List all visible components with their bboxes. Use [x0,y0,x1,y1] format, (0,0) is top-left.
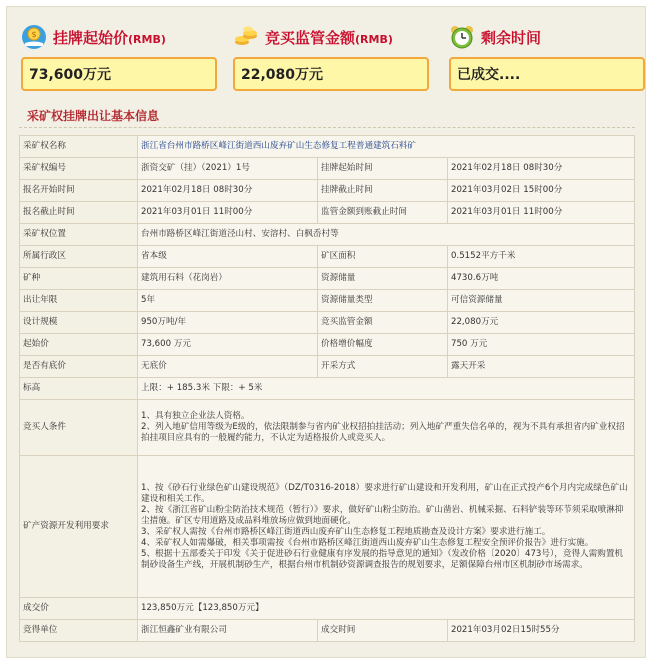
table-row [20,334,635,356]
location-value: 台州市路桥区峰江街道泾山村、安溶村、白枫岙村等 [138,224,635,246]
increment-value: 750 万元 [448,334,635,356]
start-price-card [21,17,217,101]
deal-time-value: 2021年03月02日15时55分 [448,620,635,642]
dev-requirement-1: 1、按《砂石行业绿色矿山建设规范》（DZ/T0316-2018）要求进行矿山建设和开发利用，矿山在正式投产6个月内完成绿色矿山建设和相关工作。 [141,482,628,504]
region-value: 省本级 [138,246,318,268]
region-label: 所属行政区 [20,246,138,268]
location-label: 采矿权位置 [20,224,138,246]
mining-method-value: 露天开采 [448,356,635,378]
deposit-value: 22,080万元 [233,57,429,91]
deal-price-label: 成交价 [20,598,138,620]
mine-name-label: 采矿权名称 [20,136,138,158]
start-price-cell: 73,600 万元 [138,334,318,356]
deposit-title: 竞买监管金额 [265,28,356,47]
winner-value: 浙江恒鑫矿业有限公司 [138,620,318,642]
reserve-price-label: 是否有底价 [20,356,138,378]
bidder-condition-2: 2、列入地矿信用等级为E级的，依法限制参与省内矿业权招拍挂活动；列入地矿严重失信名单的，视为不具有承担省内矿业权招拍挂项目应具有的一般履约能力，不认定为适格报价人或竞买人。 [141,422,625,443]
dev-label: 矿产资源开发利用要求 [20,456,138,598]
table-row [20,268,635,290]
table-row [20,180,635,202]
remaining-time-value: 已成交.... [449,57,645,91]
section-title: 采矿权挂牌出让基本信息 [27,109,160,123]
alarm-clock-icon [449,24,475,50]
table-row [20,202,635,224]
code-value: 浙资交矿（挂）（2021）1号 [138,158,318,180]
listing-panel [6,6,646,658]
elevation-label: 标高 [20,378,138,400]
dev-requirements [138,456,635,598]
table-row [20,456,635,598]
remaining-time-title: 剩余时间 [481,28,542,47]
deal-time-label: 成交时间 [318,620,448,642]
table-row [20,136,635,158]
term-value: 5年 [138,290,318,312]
bid-deposit-value: 22,080万元 [448,312,635,334]
table-row [20,356,635,378]
code-label: 采矿权编号 [20,158,138,180]
reserve-value: 4730.6万吨 [448,268,635,290]
reg-end-label: 报名截止时间 [20,202,138,224]
term-label: 出让年限 [20,290,138,312]
deal-price-value: 123,850万元【123,850万元】 [138,598,635,620]
table-row [20,378,635,400]
bidder-condition-1: 1、具有独立企业法人资格。 [141,411,250,421]
reg-start-value: 2021年02月18日 08时30分 [138,180,318,202]
section-divider [19,127,635,128]
dev-requirement-3: 3、采矿权人需按《台州市路桥区峰江街道西山废弃矿山生态修复工程地质勘查及设计方案》要求进行施工。 [141,526,551,537]
listing-start-value: 2021年02月18日 08时30分 [448,158,635,180]
table-row [20,312,635,334]
scale-value: 950万吨/年 [138,312,318,334]
reserve-type-label: 资源储量类型 [318,290,448,312]
deposit-unit: (RMB) [355,32,393,46]
start-price-value: 73,600万元 [21,57,217,91]
mining-right-info-table [19,135,635,642]
winner-label: 竞得单位 [20,620,138,642]
svg-text:$: $ [31,30,37,39]
table-row [20,158,635,180]
table-row [20,620,635,642]
reserve-price-value: 无底价 [138,356,318,378]
reg-end-value: 2021年03月01日 11时00分 [138,202,318,224]
dev-requirement-4: 4、采矿权人如需爆破，相关事项需按《台州市路桥区峰江街道西山废弃矿山生态修复工程安全预评价报告》进行实施。 [141,537,594,548]
table-row [20,400,635,456]
dev-requirement-2: 2、按《浙江省矿山粉尘防治技术规范（暂行）》要求，做好矿山粉尘防治。矿山凿岩、机械采掘、石料铲装等环节须采取喷淋抑尘措施。矿区专用道路及成品料堆放场应做到地面硬化。 [141,504,624,526]
scale-label: 设计规模 [20,312,138,334]
table-row [20,224,635,246]
elevation-value: 上限：+ 185.3米 下限：+ 5米 [138,378,635,400]
bid-deposit-label: 竞买监管金额 [318,312,448,334]
table-row [20,598,635,620]
deposit-end-label: 监管金额到账截止时间 [318,202,448,224]
table-row [20,290,635,312]
remaining-time-card [449,17,645,101]
bidder-conditions [138,400,635,456]
table-row [20,246,635,268]
mining-method-label: 开采方式 [318,356,448,378]
area-value: 0.5152平方千米 [448,246,635,268]
mine-name-value: 浙江省台州市路桥区峰江街道西山废弃矿山生态修复工程普通建筑石料矿 [138,136,635,158]
start-price-unit: (RMB) [128,32,166,46]
increment-label: 价格增价幅度 [318,334,448,356]
listing-end-label: 挂牌截止时间 [318,180,448,202]
hand-money-icon [21,24,47,50]
deposit-card [233,17,429,101]
start-price-title: 挂牌起始价 [53,28,129,47]
bidder-label: 竞买人条件 [20,400,138,456]
mineral-label: 矿种 [20,268,138,290]
mineral-value: 建筑用石料（花岗岩） [138,268,318,290]
reserve-type-value: 可信资源储量 [448,290,635,312]
listing-end-value: 2021年03月02日 15时00分 [448,180,635,202]
coin-pile-icon [233,24,259,50]
dev-requirement-5: 5、根据十五部委关于印发《关于促进砂石行业健康有序发展的指导意见的通知》（发改价格〔2020〕473号），竞得人需购置机制砂设备生产线，开展机制砂生产，根据台州市机制砂资源调查报告的规划要求，足额保障台州市区机制砂市场需求。 [141,548,624,570]
start-price-label: 起始价 [20,334,138,356]
reg-start-label: 报名开始时间 [20,180,138,202]
reserve-label: 资源储量 [318,268,448,290]
listing-start-label: 挂牌起始时间 [318,158,448,180]
area-label: 矿区面积 [318,246,448,268]
deposit-end-value: 2021年03月01日 11时00分 [448,202,635,224]
